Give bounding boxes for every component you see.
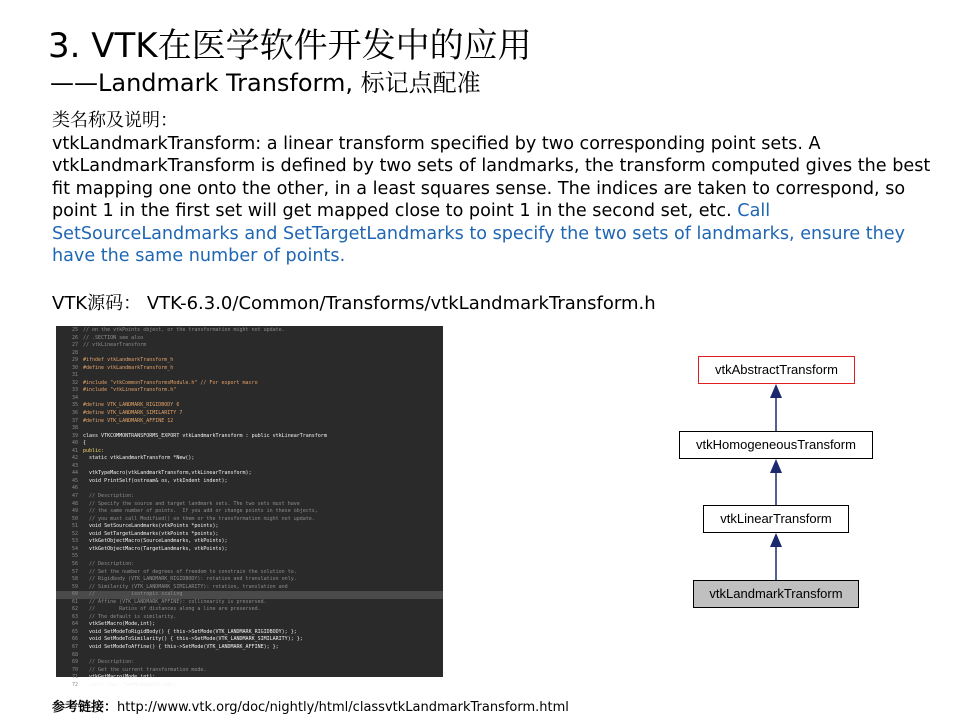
slide-subtitle: ——Landmark Transform, 标记点配准 [50,69,481,97]
code-line-text: void SetSourceLandmarks(vtkPoints *points); [83,523,219,530]
class-box-landmark-transform: vtkLandmarkTransform [693,580,859,608]
code-line-text: vtkTypeMacro(vtkLandmarkTransform,vtkLinearTransform); [83,470,252,477]
code-line-text: #ifndef vtkLandmarkTransform_h [83,357,174,364]
code-line [56,418,443,426]
code-line [56,614,443,622]
code-line-text: void SetModeToAffine() { this->SetMode(VTK_LANDMARK_AFFINE); }; [83,643,279,650]
code-line [56,372,443,380]
code-line [56,636,443,644]
code-line [56,357,443,365]
code-line [56,652,443,660]
source-path: VTK-6.3.0/Common/Transforms/vtkLandmarkTransform.h [146,293,656,314]
code-line-number: 36 [71,410,78,417]
code-line [56,531,443,539]
code-line [56,395,443,403]
reference-label: 参考链接： [52,700,118,715]
code-line [56,448,443,456]
code-line [56,485,443,493]
code-line-text: // .SECTION see also [83,334,144,341]
code-line-text: #define VTK_LANDMARK_AFFINE 12 [83,417,174,424]
code-line [56,621,443,629]
code-line-number: 54 [71,545,78,552]
code-line-text: // Ratios of distances along a line are preserved. [83,606,261,613]
code-line [56,335,443,343]
reference-line [52,699,569,717]
code-line-number: 53 [71,538,78,545]
code-line-number: 40 [71,440,78,447]
code-line-text: #define VTK_LANDMARK_SIMILARITY 7 [83,410,183,417]
code-line-number: 50 [71,515,78,522]
code-line-text: vtkGetMacro(Mode,int); [83,674,156,681]
code-line-text: // you must call Modified() on them or the transformation might not update. [83,515,315,522]
code-line [56,508,443,516]
code-line-text: void SetTargetLandmarks(vtkPoints *points); [83,530,219,537]
code-line [56,576,443,584]
code-line [56,327,443,335]
code-line-text: // Get the current transformation mode. [83,666,207,673]
code-line-text: // isotropic scaling [83,591,183,598]
code-line-text: // the same number of points. If you add or change points in these objects, [83,508,318,515]
code-line-number: 49 [71,508,78,515]
code-line [56,553,443,561]
description-main: vtkLandmarkTransform: a linear transform specified by two corresponding point sets. A vtkLandmarkTransform is defined by two sets of landmarks, the transform computed gives the best fit mapping one onto the other, in a least squares sense. The indices are taken to correspond, so point 1 in the first set will get mapped close to point 1 in the second set, etc. [52,134,931,222]
code-line-number: 63 [71,613,78,620]
code-line-text: #include "vtkLinearTransform.h" [83,387,177,394]
code-line-text: void PrintSelf(ostream& os, vtkIndent indent); [83,477,228,484]
code-line-number: 26 [71,334,78,341]
code-line [56,387,443,395]
code-line-number: 60 [71,591,78,598]
source-label: VTK源码： [52,293,142,314]
code-line-text: public: [83,447,105,454]
code-line-number: 32 [71,379,78,386]
code-line [56,538,443,546]
code-line-number: 70 [71,666,78,673]
code-line-number: 64 [71,621,78,628]
code-line-number: 58 [71,576,78,583]
code-line-number: 39 [71,432,78,439]
code-line-number: 38 [71,425,78,432]
code-line-number: 48 [71,500,78,507]
code-line [56,365,443,373]
code-line [56,561,443,569]
code-line-number: 52 [71,530,78,537]
code-line [56,493,443,501]
code-line-number: 72 [71,681,78,688]
code-line [56,342,443,350]
description-heading: 类名称及说明： [52,110,178,131]
slide-title: 3. VTK在医学软件开发中的应用 [48,26,532,66]
code-line-number: 66 [71,636,78,643]
code-line-text: void SetModeToRigidBody() { this->SetMode(VTK_LANDMARK_RIGIDBODY); }; [83,628,297,635]
code-line-number: 30 [71,364,78,371]
code-line [56,591,443,599]
code-line-text: // vtkLinearTransform [83,342,147,349]
code-line-number: 67 [71,643,78,650]
code-line-number: 45 [71,477,78,484]
code-line [56,644,443,652]
code-line [56,629,443,637]
code-line [56,478,443,486]
code-line-number: 27 [71,342,78,349]
code-line-text: // The default is similarity. [83,613,177,620]
code-line-number: 28 [71,349,78,356]
code-line-text: vtkSetMacro(Mode,int); [83,621,156,628]
code-line [56,433,443,441]
code-line-text: #define vtkLandmarkTransform_h [83,364,174,371]
code-line [56,523,443,531]
code-line-text: // Specify the source and target landmark sets. The two sets must have [83,500,300,507]
code-line-number: 41 [71,447,78,454]
description-text [52,133,932,267]
code-line-text: void SetModeToSimilarity() { this->SetMode(VTK_LANDMARK_SIMILARITY); }; [83,636,303,643]
code-line [56,599,443,607]
code-line-number: 33 [71,387,78,394]
code-line-text: // Rigidbody (VTK_LANDMARK_RIGIDBODY): rotation and translation only. [83,576,297,583]
code-line [56,659,443,667]
code-line [56,440,443,448]
code-line-number: 59 [71,583,78,590]
code-line [56,501,443,509]
code-line-number: 29 [71,357,78,364]
code-line-text: class VTKCOMMONTRANSFORMS_EXPORT vtkLandmarkTransform : public vtkLinearTransform [83,432,327,439]
code-line-text: const char *GetModeAsString(); [83,681,180,688]
code-line-text: // Similarity (VTK_LANDMARK_SIMILARITY): rotation, translation and [83,583,288,590]
source-code-screenshot [56,326,443,688]
class-box-linear-transform: vtkLinearTransform [703,505,849,533]
code-line-text: // Description: [83,659,135,666]
code-line-number: 61 [71,598,78,605]
code-line [56,410,443,418]
code-line-number: 35 [71,402,78,409]
source-line [52,292,656,316]
code-line-number: 55 [71,553,78,560]
reference-link[interactable]: http://www.vtk.org/doc/nightly/html/classvtkLandmarkTransform.html [117,700,569,715]
code-line [56,584,443,592]
code-line [56,463,443,471]
code-line [56,380,443,388]
code-line-number: 34 [71,394,78,401]
code-line-text: // Description: [83,493,135,500]
code-line-text: { [83,440,87,447]
code-line [56,455,443,463]
code-line-text: #include "vtkCommonTransformsModule.h" // For export macro [83,379,258,386]
code-line [56,516,443,524]
code-line-number: 69 [71,659,78,666]
code-line-number: 42 [71,455,78,462]
code-line-number: 46 [71,485,78,492]
code-line-text: // on the vtkPoints object, or the transformation might not update. [83,327,285,333]
code-line [56,674,443,682]
code-line [56,682,443,690]
code-line-number: 47 [71,493,78,500]
code-line-text: #define VTK_LANDMARK_RIGIDBODY 6 [83,402,180,409]
code-line [56,350,443,358]
code-line-text: vtkGetObjectMacro(SourceLandmarks, vtkPoints); [83,538,228,545]
code-line-number: 43 [71,462,78,469]
code-line-number: 51 [71,523,78,530]
code-line [56,402,443,410]
inheritance-arrow-2 [766,459,786,505]
code-line-number: 57 [71,568,78,575]
code-line-number: 31 [71,372,78,379]
code-line [56,569,443,577]
code-line-text: // Description: [83,560,135,567]
code-line-text: vtkGetObjectMacro(TargetLandmarks, vtkPoints); [83,545,228,552]
code-line [56,667,443,675]
inheritance-arrow-3 [766,533,786,580]
code-line [56,546,443,554]
code-line-number: 65 [71,628,78,635]
code-line-number: 71 [71,674,78,681]
code-line-number: 62 [71,606,78,613]
code-line-number: 68 [71,651,78,658]
class-box-homogeneous-transform: vtkHomogeneousTransform [679,431,873,459]
code-line-number: 37 [71,417,78,424]
code-line-number: 25 [71,327,78,333]
code-line [56,425,443,433]
code-line [56,606,443,614]
description-highlight: Call SetSourceLandmarks and SetTargetLandmarks to specify the two sets of landmarks, ensure they have the same number of points. [52,201,906,267]
code-line-text: // Affine (VTK_LANDMARK_AFFINE): collinearity is preserved. [83,598,267,605]
code-line-text: static vtkLandmarkTransform *New(); [83,455,195,462]
class-box-abstract-transform: vtkAbstractTransform [698,356,855,384]
inheritance-arrow-1 [766,384,786,431]
code-line-text: // Set the number of degrees of freedom to constrain the solution to. [83,568,297,575]
code-line-number: 56 [71,560,78,567]
code-line [56,470,443,478]
code-line-number: 44 [71,470,78,477]
